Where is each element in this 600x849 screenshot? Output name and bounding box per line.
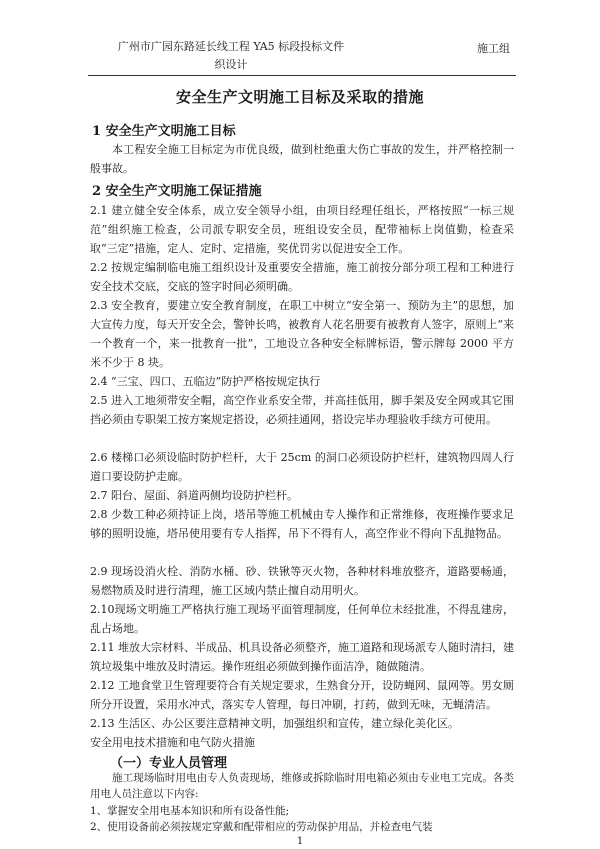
measure-2-13: 2.13 生活区、办公区要注意精神文明，加强组织和宣传，建立绿化美化区。 (90, 717, 459, 730)
page-header-left (96, 38, 366, 74)
measure-2-3: 2.3 安全教育，要建立安全教育制度，在职工中树立“安全第一、预防为主”的思想，加大宣传力度，每天开安全会，警钟长鸣，被教育人花名册要有被教育人签字，原则上“来一个教育一个，来一批教育一批”，工地设立各种安全标牌标语，警示牌每 2000 平方米不少于 8 块。 (90, 299, 514, 369)
subsection-intro: 施工现场临时用电由专人负责现场，维修或拆除临时用电箱必须由专业电工完成。各类用电人员注意以下内容: (90, 772, 514, 800)
measure-2-4: 2.4 “三宝、四口、五临边”防护严格按规定执行 (90, 375, 321, 388)
header-project-line: 广州市广园东路延长线工程 YA5 标段投标文件 (117, 40, 345, 53)
measure-2-12: 2.12 工地食堂卫生管理要符合有关规定要求，生熟食分开，设防蝇网、鼠网等。男女厕所分开设置，采用水冲式，落实专人管理，每日冲刷，打药，做到无味，无蝇清洁。 (90, 679, 514, 711)
measure-2-9: 2.9 现场设消火栓、消防水桶、砂、铁锹等灭火物，各种材料堆放整齐，道路要畅通，易燃物质及时进行清理，施工区域内禁止擅自动用明火。 (90, 565, 514, 597)
electrical-measures-line: 安全用电技术措施和电气防火措施 (90, 736, 255, 749)
list-item-2: 2、使用设备前必须按规定穿戴和配带相应的劳动保护用品，并检查电气装 (90, 821, 433, 833)
measure-2-11: 2.11 堆放大宗材料、半成品、机具设备必须整齐，施工道路和现场派专人随时清扫，建筑垃圾集中堆放及时清运。操作班组必须做到操作面洁净，随做随清。 (90, 641, 514, 673)
document-title: 安全生产文明施工目标及采取的措施 (175, 88, 424, 106)
measure-2-7: 2.7 阳台、屋面、斜道两侧均设防护栏杆。 (90, 489, 298, 502)
measure-2-10: 2.10现场文明施工严格执行施工现场平面管理制度，任何单位未经批准，不得乱建房，乱占场地。 (90, 603, 514, 635)
header-divider (88, 75, 516, 76)
section-2-heading: 2 安全生产文明施工保证措施 (92, 184, 262, 199)
measure-2-6: 2.6 楼梯口必须设临时防护栏杆，大于 25cm 的洞口必须设防护栏杆，建筑物四周人行道口要设防护走廊。 (90, 451, 514, 483)
measure-2-1: 2.1 建立健全安全体系，成立安全领导小组，由项目经理任组长，严格按照“一标三规范”组织施工检查，公司派专职安全员，班组设安全员，配带袖标上岗值勤，检查采取“三定”措施，定人、定时、定措施，奖优罚劣以促进安全工作。 (90, 204, 514, 255)
page-number: 1 (296, 836, 304, 847)
measure-2-2: 2.2 按规定编制临电施工组织设计及重要安全措施，施工前按分部分项工程和工种进行安全技术交底，交底的签字时间必须明确。 (90, 261, 514, 293)
header-project-line-2: 织设计 (214, 58, 248, 71)
page-header-right: 施工组 (477, 42, 510, 55)
measure-2-5: 2.5 进入工地须带安全帽，高空作业系安全带，并高挂低用，脚手架及安全网或其它围挡必须由专职架工按方案规定搭设，必须挂通网，搭设完毕办理验收手续方可使用。 (90, 394, 514, 426)
list-item-1: 1、掌握安全用电基本知识和所有设备性能; (90, 805, 290, 817)
measure-2-8: 2.8 少数工种必须持证上岗，塔吊等施工机械由专人操作和正常维修，夜班操作要求足够的照明设施，塔吊使用要有专人指挥，吊下不得有人，高空作业不得向下乱抛物品。 (90, 508, 514, 540)
section-1-text: 本工程安全施工目标定为市优良级，做到杜绝重大伤亡事故的发生，并严格控制一般事故。 (90, 143, 514, 175)
subsection-heading: （一）专业人员管理 (110, 756, 228, 771)
section-1-heading: 1 安全生产文明施工目标 (92, 124, 236, 139)
